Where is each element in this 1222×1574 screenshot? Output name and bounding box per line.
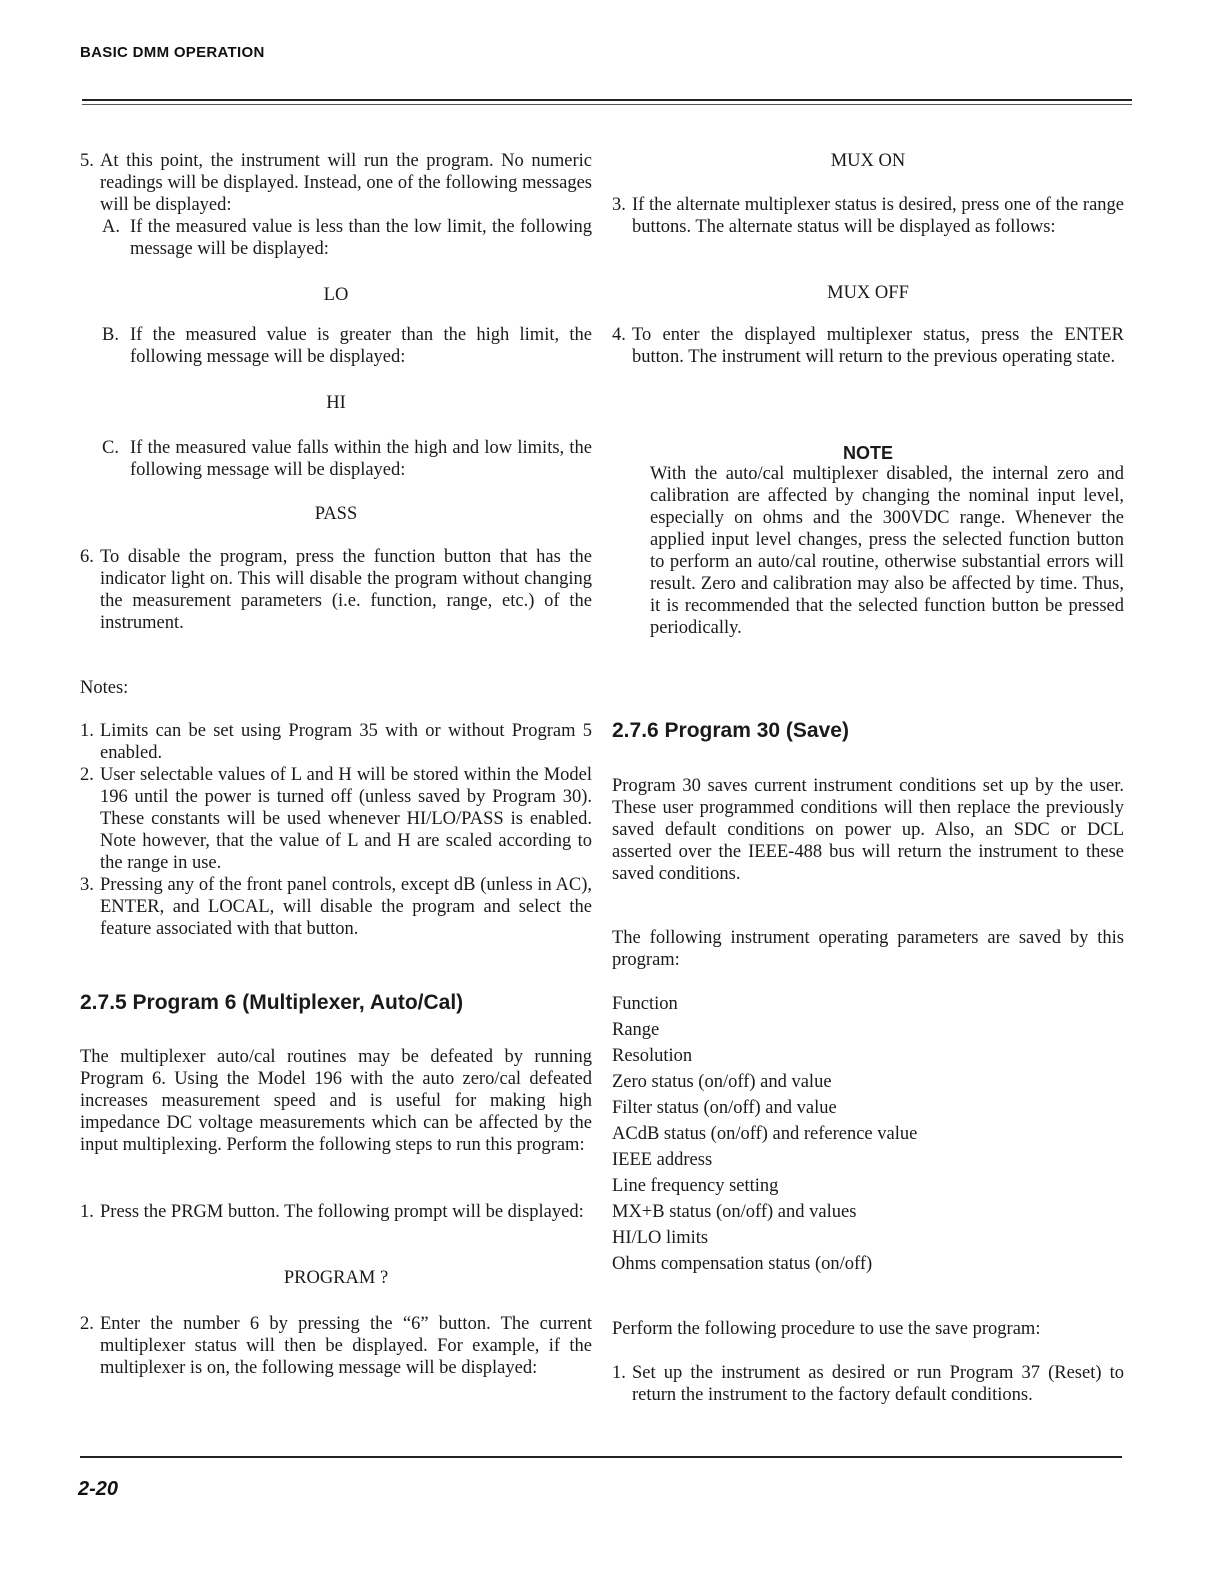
notes-label: Notes: bbox=[80, 678, 129, 698]
save-step-1: 1. Set up the instrument as desired or run Program 37 (Reset) to return the instrument to the factory default conditions. bbox=[612, 1363, 1124, 1405]
footer-rule bbox=[80, 1456, 1122, 1458]
step-5a-text: If the measured value is less than the low limit, the following message will be displayed: bbox=[130, 217, 592, 259]
program6-step-2: 2. Enter the number 6 by pressing the “6” button. The current multiplexer status will then be displayed. For example, if the multiplexer is on, the following message will be displayed: bbox=[80, 1314, 592, 1378]
step-5b-text: If the measured value is greater than the high limit, the following message will be displayed: bbox=[130, 325, 592, 367]
step-6-text: To disable the program, press the function button that has the indicator light on. This will disable the program without changing the measurement parameters (i.e. function, range, etc.) of the instrument. bbox=[100, 547, 592, 633]
note-body: With the auto/cal multiplexer disabled, the internal zero and calibration are affected by changing the nominal input level, especially on ohms and the 300VDC range. Whenever the applied input level changes, press the selected function button to perform an auto/cal routine, otherwise substantial errors will result. Zero and calibration may also be affected by time. Thus, it is recommended that the selected function button be pressed periodically. bbox=[650, 464, 1124, 638]
program6-step-3: 3. If the alternate multiplexer status is desired, press one of the range buttons. The alternate status will be displayed as follows: bbox=[612, 195, 1124, 237]
note-3: 3. Pressing any of the front panel controls, except dB (unless in AC), ENTER, and LOCAL, will disable the program and select the feature associated with that button. bbox=[80, 875, 592, 939]
param-item: Function bbox=[612, 994, 678, 1014]
section-2-7-5-intro: The multiplexer auto/cal routines may be defeated by running Program 6. Using the Model 196 with the auto zero/cal defeated increases measurement speed and is useful for making high impedance DC voltage measurements which can be affected by the input multiplexing. Perform the following steps to run this program: bbox=[80, 1047, 592, 1155]
display-program-prompt: PROGRAM ? bbox=[283, 1268, 389, 1288]
saved-params-list bbox=[612, 991, 1124, 1277]
param-item: Zero status (on/off) and value bbox=[612, 1072, 832, 1092]
section-2-7-5-heading: 2.7.5 Program 6 (Multiplexer, Auto/Cal) bbox=[80, 991, 464, 1014]
note-title: NOTE bbox=[842, 443, 893, 463]
step-5c-text: If the measured value falls within the high and low limits, the following message will be displayed: bbox=[130, 438, 592, 480]
display-hi: HI bbox=[326, 393, 346, 413]
program6-step-4: 4. To enter the displayed multiplexer status, press the ENTER button. The instrument will return to the previous operating state. bbox=[612, 325, 1124, 367]
note-1: 1. Limits can be set using Program 35 with or without Program 5 enabled. bbox=[80, 721, 592, 763]
program6-step-1: 1. Press the PRGM button. The following prompt will be displayed: bbox=[80, 1202, 584, 1222]
section-2-7-6-intro: Program 30 saves current instrument conditions set up by the user. These user programmed conditions will then replace the previously saved default conditions on power up. Also, an SDC or DCL asserted over the IEEE-488 bus will return the instrument to these saved conditions. bbox=[612, 776, 1124, 884]
step-5c: C. If the measured value falls within the high and low limits, the following message will be displayed: bbox=[102, 438, 592, 480]
step-5b: B. If the measured value is greater than the high limit, the following message will be displayed: bbox=[102, 325, 592, 367]
running-header: BASIC DMM OPERATION bbox=[80, 44, 265, 61]
param-item: Range bbox=[612, 1020, 660, 1040]
param-item: Resolution bbox=[612, 1046, 693, 1066]
left-column bbox=[80, 150, 592, 260]
display-lo: LO bbox=[323, 285, 349, 305]
step-5a: A. If the measured value is less than the low limit, the following message will be displayed: bbox=[102, 217, 592, 259]
param-item: Line frequency setting bbox=[612, 1176, 779, 1196]
param-item: IEEE address bbox=[612, 1150, 713, 1170]
section-2-7-6-heading: 2.7.6 Program 30 (Save) bbox=[612, 719, 849, 742]
notes-list bbox=[80, 720, 592, 940]
header-rule-thin bbox=[82, 104, 1132, 105]
param-item: Ohms compensation status (on/off) bbox=[612, 1254, 873, 1274]
display-mux-off: MUX OFF bbox=[827, 283, 909, 303]
param-item: MX+B status (on/off) and values bbox=[612, 1202, 857, 1222]
param-item: ACdB status (on/off) and reference value bbox=[612, 1124, 918, 1144]
display-pass: PASS bbox=[314, 504, 358, 524]
display-mux-on: MUX ON bbox=[830, 151, 906, 171]
step-5: 5. At this point, the instrument will run the program. No numeric readings will be displayed. Instead, one of the following messages will be displayed: bbox=[80, 151, 592, 215]
param-item: HI/LO limits bbox=[612, 1228, 709, 1248]
param-item: Filter status (on/off) and value bbox=[612, 1098, 837, 1118]
header-rule bbox=[82, 99, 1132, 101]
save-procedure-intro: Perform the following procedure to use the save program: bbox=[612, 1319, 1041, 1339]
saved-params-intro: The following instrument operating parameters are saved by this program: bbox=[612, 928, 1124, 970]
page-number: 2-20 bbox=[78, 1478, 119, 1500]
step-6: 6. To disable the program, press the function button that has the indicator light on. This will disable the program without changing the measurement parameters (i.e. function, range, etc.) of the instrument. bbox=[80, 547, 592, 633]
note-2: 2. User selectable values of L and H will be stored within the Model 196 until the power is turned off (unless saved by Program 30). These constants will be used whenever HI/LO/PASS is enabled. Note however, that the value of L and H are scaled according to the range in use. bbox=[80, 765, 592, 873]
step-5-text: At this point, the instrument will run the program. No numeric readings will be displayed. Instead, one of the following messages will be displayed: bbox=[100, 151, 592, 215]
